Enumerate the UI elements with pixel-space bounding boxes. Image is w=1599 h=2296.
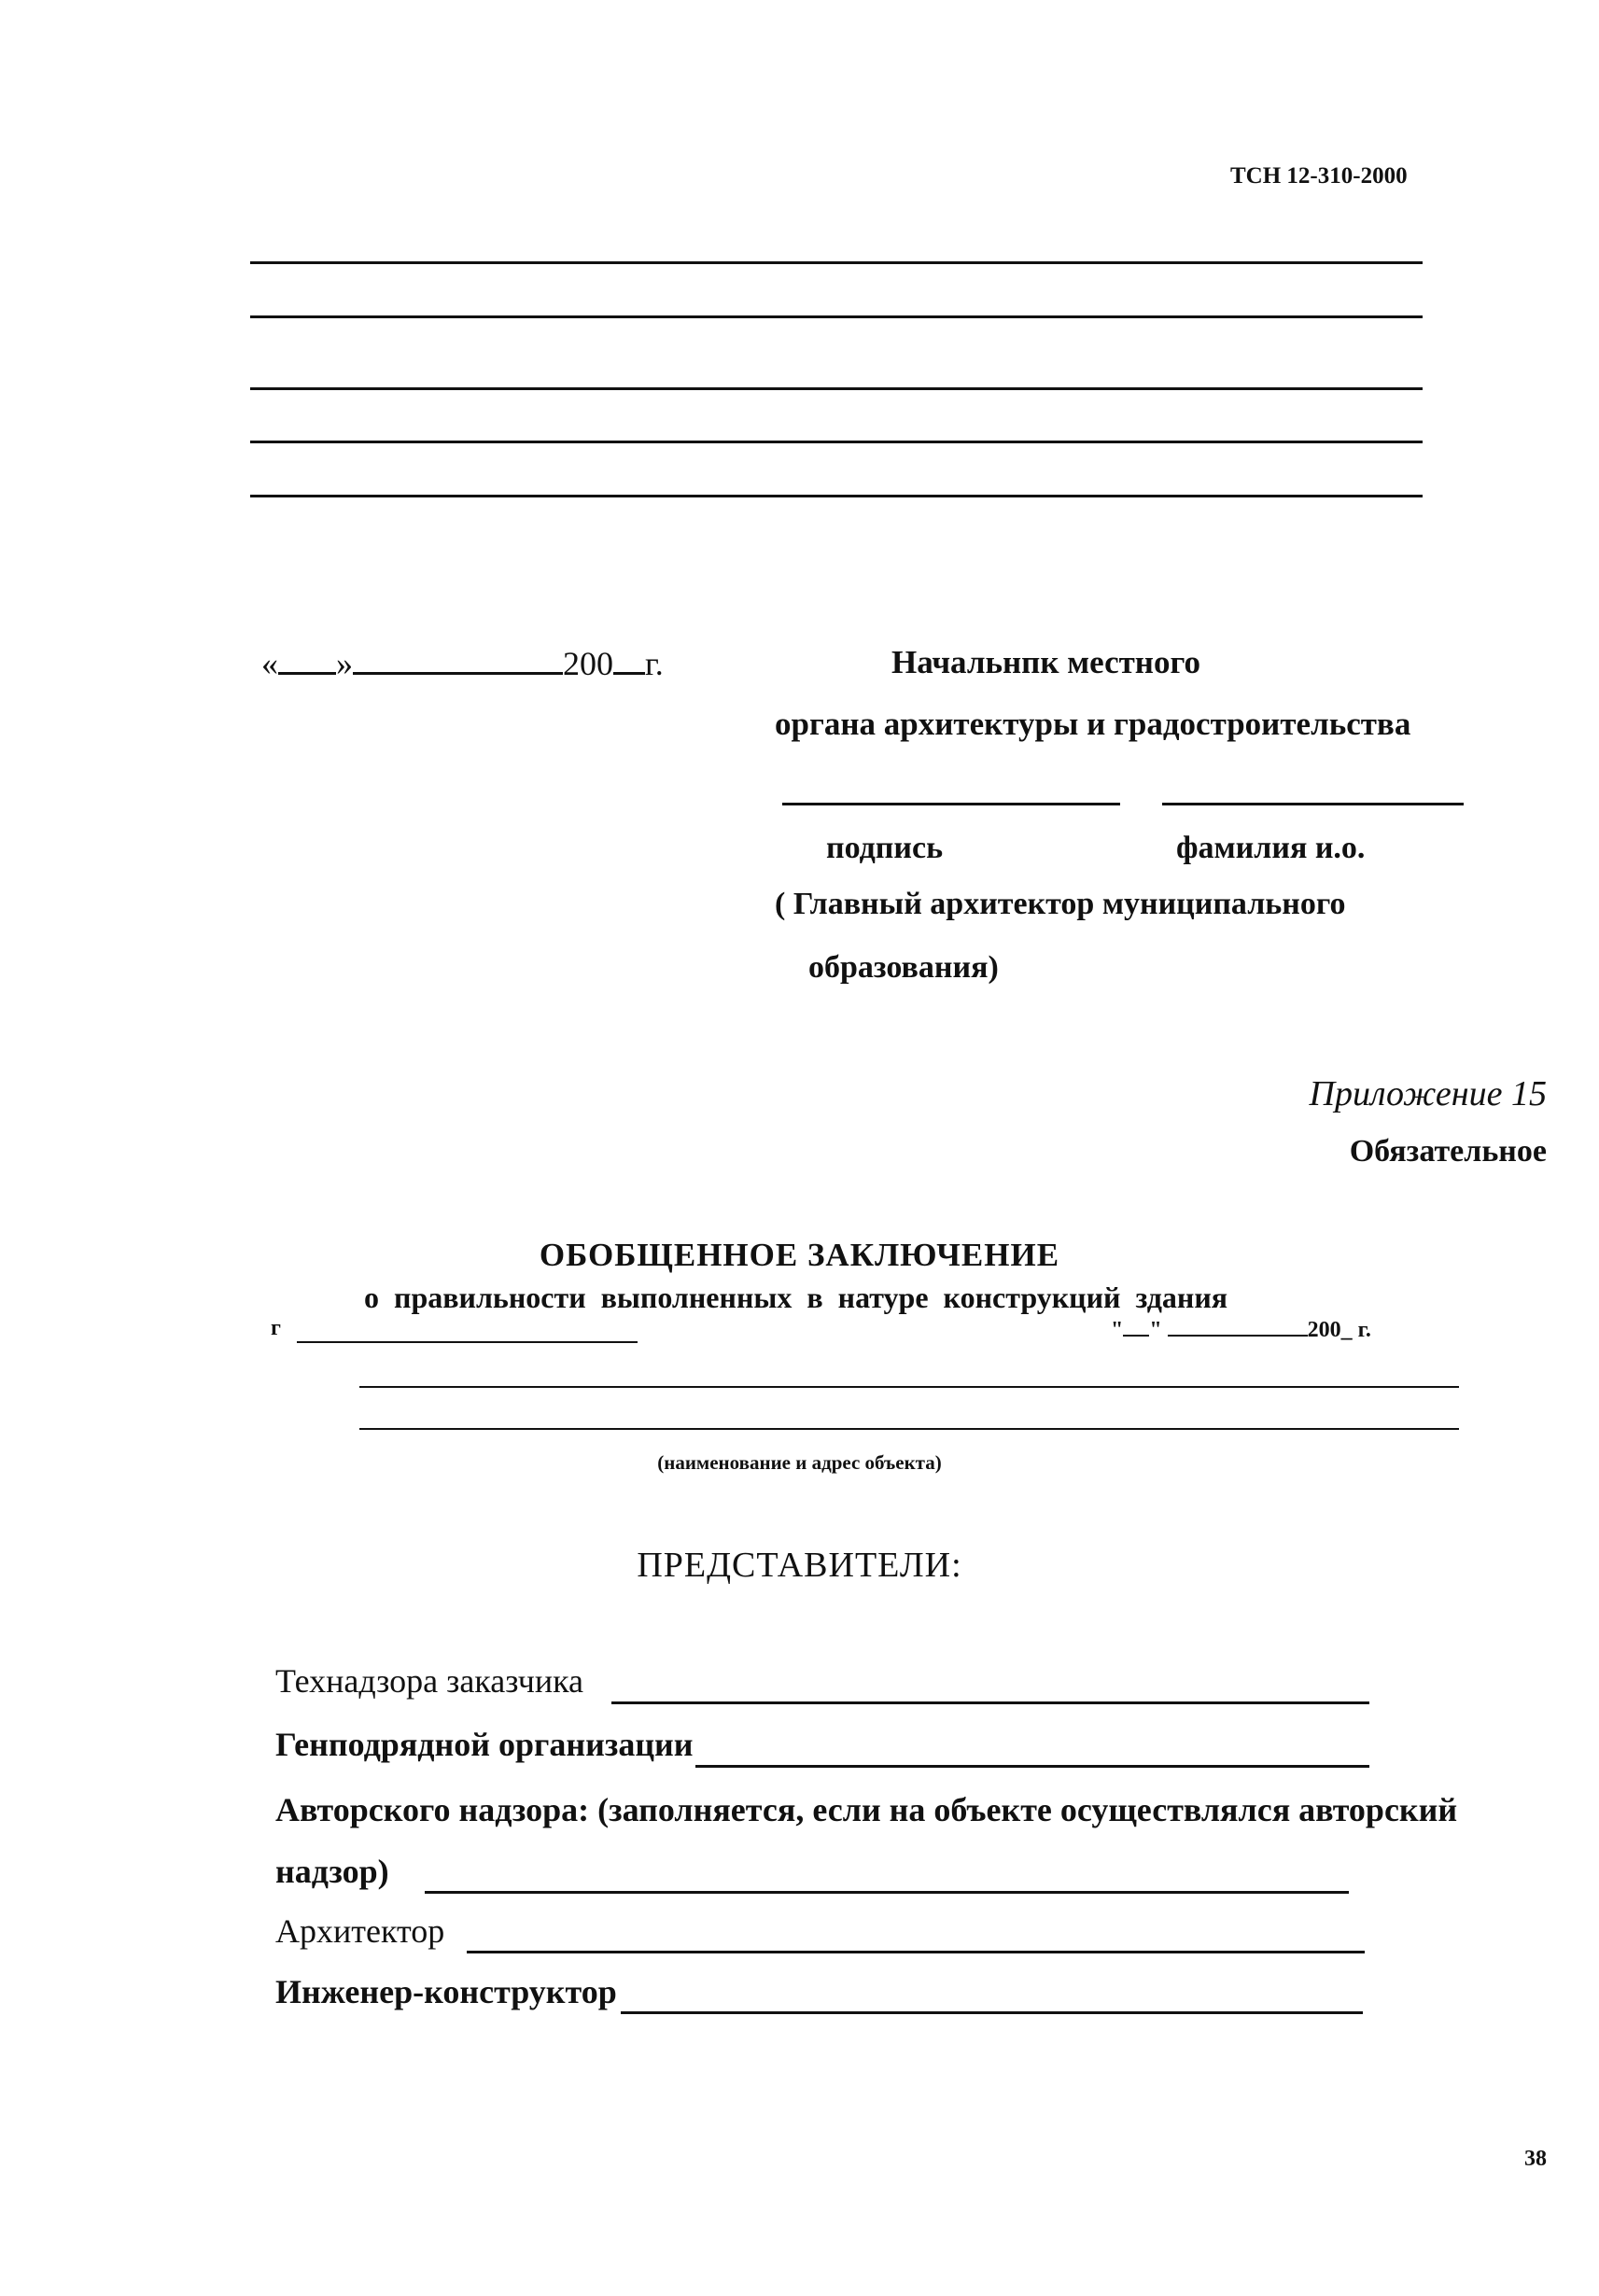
approver-title-line2: органа архитектуры и градостроительства [775, 706, 1411, 742]
tech-supervision-line [611, 1701, 1369, 1704]
approval-date: « » 200 г. [261, 645, 664, 682]
chief-architect-line2: образования) [808, 950, 999, 985]
name-label: фамилия и.о. [1176, 831, 1366, 865]
conclusion-date: " " 200_ г. [1111, 1318, 1371, 1342]
conclusion-title: ОБОБЩЕННОЕ ЗАКЛЮЧЕНИЕ [539, 1237, 1060, 1273]
tech-supervision-field: Технадзора заказчика [275, 1662, 584, 1700]
architect-line [467, 1951, 1365, 1953]
city-prefix: г [271, 1316, 281, 1340]
name-line [1162, 803, 1464, 805]
appendix-label: Приложение 15 [1309, 1074, 1547, 1113]
object-line-2 [359, 1428, 1459, 1430]
city-line [297, 1341, 638, 1343]
object-line-1 [359, 1386, 1459, 1388]
author-supervision-line [425, 1891, 1349, 1894]
page-number: 38 [1524, 2147, 1547, 2171]
conclusion-subtitle: о правильности выполненных в натуре конструкций здания [364, 1281, 1228, 1314]
architect-field: Архитектор [275, 1912, 445, 1950]
blank-line-3 [250, 387, 1423, 390]
appendix-status: Обязательное [1349, 1134, 1547, 1169]
object-caption: (наименование и адрес объекта) [657, 1451, 942, 1474]
blank-line-1 [250, 261, 1423, 264]
engineer-line [621, 2011, 1363, 2014]
general-contractor-field: Генподрядной организации [275, 1726, 694, 1763]
approver-title-line1: Начальнпк местного [891, 644, 1200, 680]
blank-line-4 [250, 441, 1423, 443]
representatives-heading: ПРЕДСТАВИТЕЛИ: [637, 1546, 962, 1585]
chief-architect-line1: ( Главный архитектор муниципального [775, 887, 1346, 921]
general-contractor-line [695, 1765, 1369, 1768]
author-supervision-field-2: надзор) [275, 1853, 389, 1890]
engineer-field: Инженер-конструктор [275, 1973, 617, 2010]
blank-line-5 [250, 495, 1423, 497]
signature-label: подпись [826, 831, 944, 865]
author-supervision-field: Авторского надзора: (заполняется, если на объекте осуществлялся авторский [275, 1791, 1458, 1828]
signature-line [782, 803, 1120, 805]
document-number: ТСН 12-310-2000 [1230, 163, 1408, 189]
blank-line-2 [250, 315, 1423, 318]
